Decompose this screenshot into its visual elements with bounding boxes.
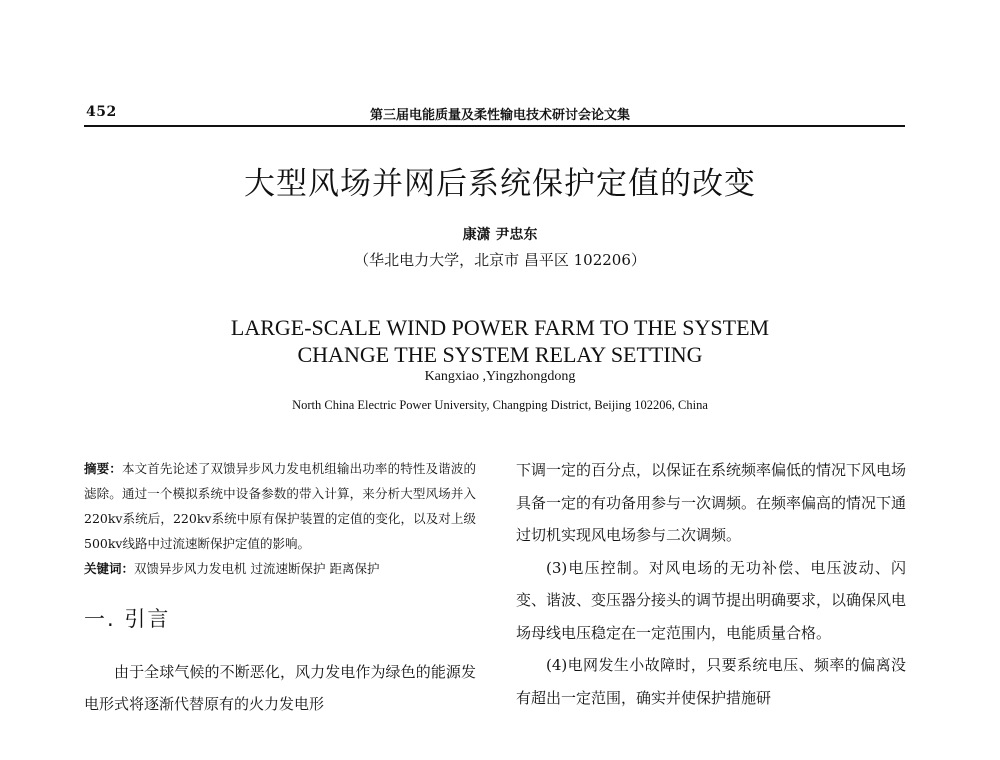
keywords-label: 关键词： xyxy=(84,561,135,576)
grid-fault-paragraph: (4)电网发生小故障时，只要系统电压、频率的偏离没有超出一定范围，确实并使保护措施研 xyxy=(516,656,906,707)
abstract-text: 本文首先论述了双馈异步风力发电机组输出功率的特性及谐波的滤除。通过一个模拟系统中设备参数的带入计算，来分析大型风场并入220kv系统后，220kv系统中原有保护装置的定值的变化，以及对上级500kv线路中过流速断保护定值的影响。 xyxy=(84,461,476,551)
keywords xyxy=(84,556,476,581)
left-column xyxy=(84,456,476,720)
authors-cn: 康潇 尹忠东 xyxy=(462,227,538,243)
abstract xyxy=(84,456,476,556)
voltage-control-paragraph: (3)电压控制。对风电场的无功补偿、电压波动、闪变、谐波、变压器分接头的调节提出明确要求，以确保风电场母线电压稳定在一定范围内，电能质量合格。 xyxy=(516,558,907,642)
authors-en: Kangxiao ,Yingzhongdong xyxy=(424,369,576,384)
paper-title-en-line2: CHANGE THE SYSTEM RELAY SETTING xyxy=(297,342,703,367)
affiliation-cn: （华北电力大学，北京市 昌平区 102206） xyxy=(354,251,646,269)
page-number: 452 xyxy=(86,104,117,120)
header-rule xyxy=(84,125,905,127)
introduction-paragraph: 由于全球气候的不断恶化，风力发电作为绿色的能源发电形式将逐渐代替原有的火力发电形 xyxy=(84,663,476,713)
paper-title-en xyxy=(0,314,1000,368)
paper-title-en-line1: LARGE-SCALE WIND POWER FARM TO THE SYSTEM xyxy=(230,315,770,340)
paper-title-cn: 大型风场并网后系统保护定值的改变 xyxy=(244,166,756,202)
right-column xyxy=(516,454,906,714)
abstract-label: 摘要： xyxy=(84,461,122,476)
section-heading-introduction: 一. 引言 xyxy=(84,607,171,631)
continued-paragraph: 下调一定的百分点，以保证在系统频率偏低的情况下风电场具备一定的有功备用参与一次调频。在频率偏高的情况下通过切机实现风电场参与二次调频。 xyxy=(516,461,907,544)
running-head: 第三届电能质量及柔性输电技术研讨会论文集 xyxy=(369,108,630,123)
keywords-text: 双馈异步风力发电机 过流速断保护 距离保护 xyxy=(134,561,380,576)
affiliation-en: North China Electric Power University, Changping District, Beijing 102206, China xyxy=(292,398,708,412)
